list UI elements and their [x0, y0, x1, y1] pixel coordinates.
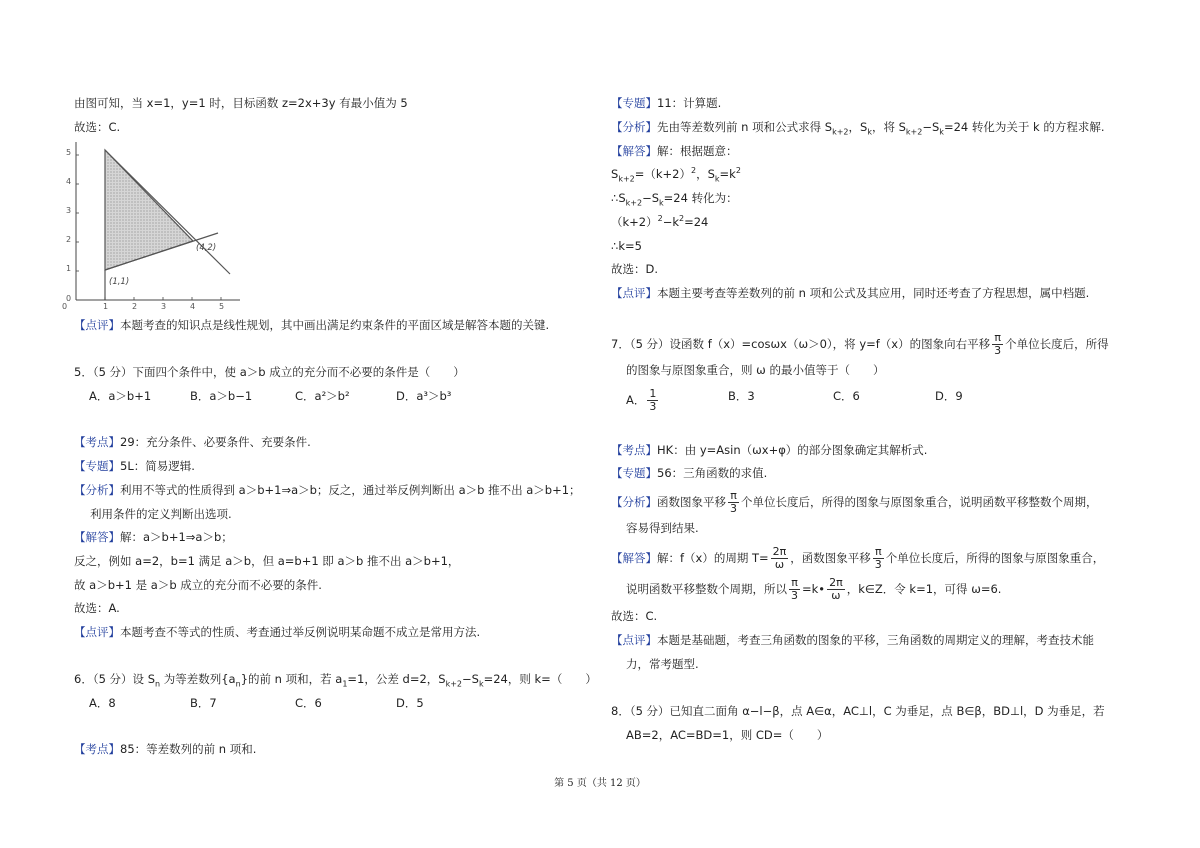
analysis-line: 故选：A.: [74, 601, 120, 615]
fraction: $\frac{2\pi}{\omega}$: [829, 576, 843, 602]
option-a: A． $\frac{1}{3}$: [626, 387, 657, 413]
option-b: B．7: [190, 696, 217, 710]
text-line: 由图可知，当 x=1，y=1 时，目标函数 z=2x+3y 有最小值为 5: [74, 96, 408, 110]
analysis-line: 故 a＞b+1 是 a＞b 成立的充分而不必要的条件.: [74, 578, 322, 592]
analysis-line: 【专题】11：计算题.: [611, 96, 722, 110]
analysis-line: 容易得到结果.: [626, 521, 699, 535]
analysis-line: 反之，例如 a=2，b=1 满足 a＞b，但 a=b+1 即 a＞b 推不出 a＞b+1，: [74, 554, 460, 568]
comment-tag: 【点评】: [74, 318, 120, 332]
option-c: C．6: [295, 696, 322, 710]
comment-text: 本题考查的知识点是线性规划，其中画出满足约束条件的平面区域是解答本题的关键.: [120, 318, 550, 332]
analysis-line: 故选：C.: [611, 609, 658, 623]
comment-line: [74, 317, 549, 333]
x-tick-label: 0: [62, 302, 68, 311]
math-line: $\therefore S_{k+2}-S_k=24$ 转化为：: [611, 191, 738, 208]
x-tick-label: 2: [132, 302, 138, 311]
y-tick-label: 0: [66, 294, 72, 303]
option-a: A．a＞b+1: [89, 389, 152, 403]
option-d: D．a³＞b³: [396, 389, 452, 403]
feasible-region-graph: [62, 138, 247, 313]
y-tick-label: 3: [66, 206, 72, 215]
analysis-line: 【点评】本题是基础题，考查三角函数的图象的平移，三角函数的周期定义的理解，考查技术能: [611, 633, 1094, 647]
math-line: ∴k=5: [611, 239, 642, 253]
fraction: $\frac{\pi}{3}$: [994, 331, 1002, 357]
question-stem: 8．（5 分）已知直二面角 α−l−β，点 A∈α，AC⊥l，C 为垂足，点 B∈β，BD⊥l，D 为垂足，若: [611, 704, 1105, 718]
x-tick-label: 3: [161, 302, 167, 311]
analysis-line: 【解答】解：f（x）的周期 T= $\frac{2\pi}{\omega}$ ，函数图象平移 $\frac{\pi}{3}$ 个单位长度后，所得的图象与原图象重合，: [611, 545, 1105, 571]
question-stem: 6．（5 分）设 $S_n$ 为等差数列$\{a_n\}$的前 n 项和，若 $a_1=1$，公差 d=2，$S_{k+2}-S_k=24$，则 k=（ ）: [74, 672, 597, 689]
analysis-line: 【解答】解：a＞b+1⇒a＞b；: [74, 530, 233, 544]
page-footer: 第 5 页（共 12 页）: [554, 778, 646, 789]
fraction: $\frac{\pi}{3}$: [730, 489, 737, 515]
fraction: $\frac{2\pi}{\omega}$: [772, 545, 787, 571]
analysis-line: 利用条件的定义判断出选项.: [90, 507, 232, 521]
fraction: $\frac{\pi}{3}$: [874, 545, 882, 571]
text-line: 故选：C.: [74, 120, 121, 134]
analysis-line: 【考点】85：等差数列的前 n 项和.: [74, 742, 257, 756]
math-line: $S_{k+2}=(k+2)^2$，$S_k=k^2$: [611, 166, 741, 184]
option-c: C．a²＞b²: [295, 389, 350, 403]
question-stem: 5．（5 分）下面四个条件中，使 a＞b 成立的充分而不必要的条件是（ ）: [74, 365, 465, 379]
analysis-line: 【考点】29：充分条件、必要条件、充要条件.: [74, 435, 311, 449]
option-d: D．5: [396, 696, 424, 710]
analysis-line: 【分析】先由等差数列前 n 项和公式求得 $S_{k+2}$，$S_k$，将 $S_{k+2}-S_k=24$ 转化为关于 k 的方程求解.: [611, 120, 1105, 137]
y-tick-label: 1: [66, 264, 72, 273]
y-tick-label: 5: [66, 148, 72, 157]
option-b: B．a＞b−1: [190, 389, 253, 403]
analysis-line: 【专题】5L：简易逻辑.: [74, 459, 195, 473]
x-tick-label: 4: [190, 302, 196, 311]
analysis-line: 【点评】本题主要考查等差数列的前 n 项和公式及其应用，同时还考查了方程思想，属中档题.: [611, 286, 1090, 300]
y-tick-label: 4: [66, 177, 72, 186]
fraction: $\frac{1}{3}$: [649, 387, 657, 413]
point-label: (1,1): [109, 277, 130, 287]
analysis-line: 【点评】本题考查不等式的性质、考查通过举反例说明某命题不成立是常用方法.: [74, 625, 481, 639]
point-label: (4,2): [196, 243, 217, 253]
x-tick-label: 1: [103, 302, 109, 311]
analysis-line: 力，常考题型.: [626, 657, 699, 671]
question-stem: AB=2，AC=BD=1，则 CD=（ ）: [626, 728, 829, 742]
option-a: A．8: [89, 696, 116, 710]
math-line: $(k+2)^2-k^2=24$: [611, 214, 709, 229]
y-tick-label: 2: [66, 235, 72, 244]
analysis-line: 说明函数平移整数个周期，所以 $\frac{\pi}{3}$ =k• $\frac{2\pi}{\omega}$ ，k∈Z．令 k=1，可得 ω=6.: [626, 576, 1002, 602]
feasible-region: [105, 150, 193, 270]
analysis-line: 【分析】函数图象平移 $\frac{\pi}{3}$ 个单位长度后，所得的图象与原图象重合，说明函数平移整数个周期，: [611, 489, 1098, 515]
option-c: C．6: [833, 389, 860, 403]
question-stem: 7．（5 分）设函数 f（x）=cosωx（ω＞0），将 y=f（x）的图象向右平移 $\frac{\pi}{3}$ 个单位长度后，所得: [611, 331, 1109, 357]
x-tick-label: 5: [219, 302, 225, 311]
option-d: D．9: [935, 389, 963, 403]
question-stem: 的图象与原图象重合，则 ω 的最小值等于（ ）: [626, 363, 885, 377]
analysis-line: 【分析】利用不等式的性质得到 a＞b+1⇒a＞b；反之，通过举反例判断出 a＞b 推不出 a＞b+1；: [74, 483, 581, 497]
analysis-line: 【考点】HK：由 y=Asin（ωx+φ）的部分图象确定其解析式.: [611, 443, 928, 457]
math-line: 故选：D.: [611, 262, 659, 276]
fraction: $\frac{\pi}{3}$: [791, 576, 798, 602]
option-b: B．3: [728, 389, 755, 403]
analysis-line: 【专题】56：三角函数的求值.: [611, 466, 768, 480]
analysis-line: 【解答】解：根据题意：: [611, 144, 738, 158]
